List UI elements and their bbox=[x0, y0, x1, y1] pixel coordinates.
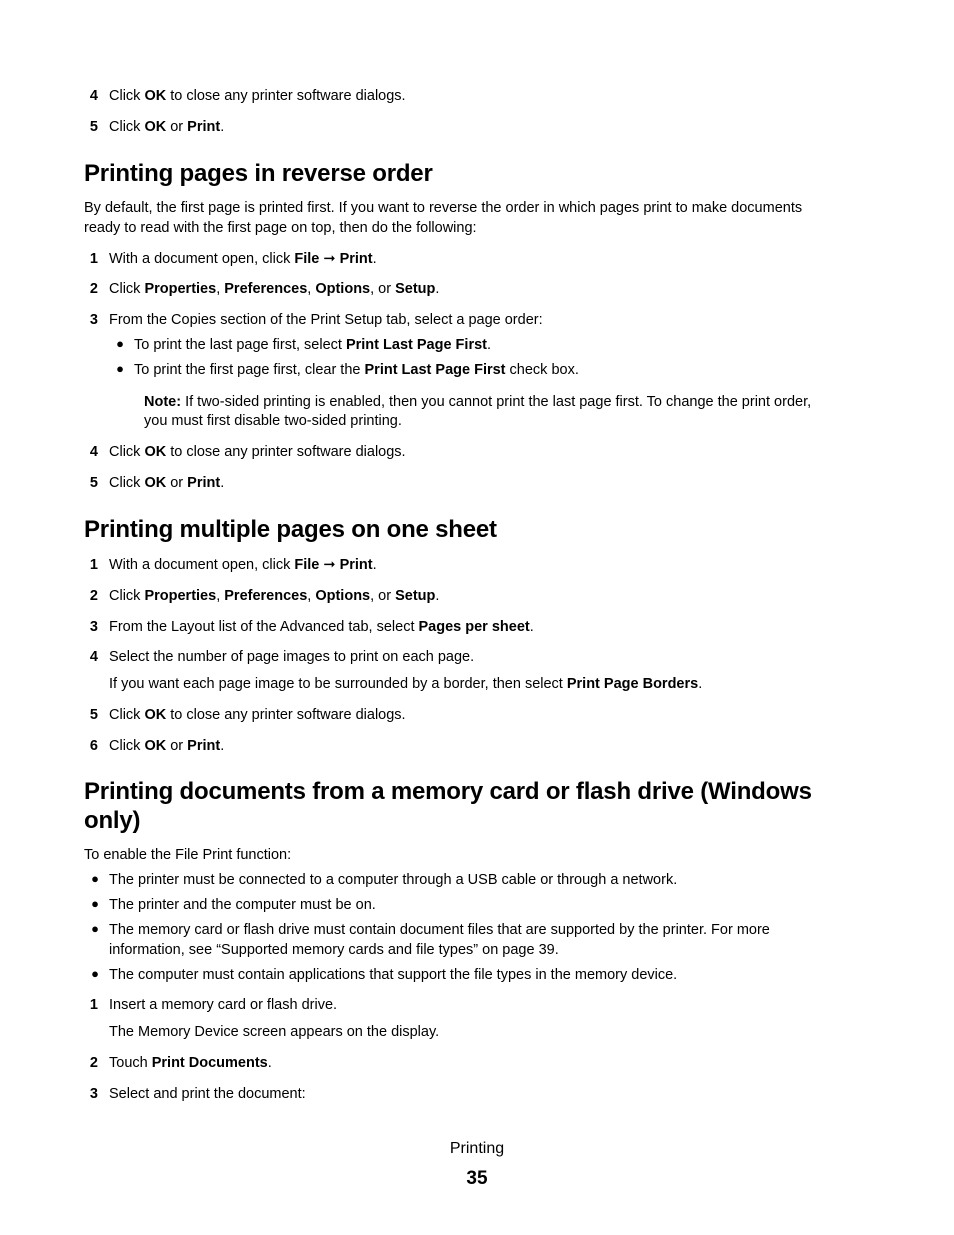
step-text: Click OK or Print. bbox=[109, 738, 225, 754]
section-heading-reverse-order: Printing pages in reverse order bbox=[84, 160, 433, 187]
step-text: Click OK to close any printer software dialogs. bbox=[109, 444, 406, 460]
bullet-icon: ● bbox=[91, 921, 99, 936]
bullet-text: The memory card or flash drive must contain document files that are supported by the printer. For more bbox=[109, 922, 770, 938]
intro-text: ready to read with the first page on top, then do the following: bbox=[84, 220, 477, 236]
step-number: 5 bbox=[89, 119, 98, 135]
step-text: Click OK or Print. bbox=[109, 119, 225, 135]
bullet-icon: ● bbox=[116, 336, 124, 351]
bullet-text: To print the first page first, clear the Print Last Page First check box. bbox=[134, 362, 579, 378]
step-text: Click OK to close any printer software dialogs. bbox=[109, 88, 406, 104]
note-text: Note: If two-sided printing is enabled, then you cannot print the last page first. To change the print order, bbox=[144, 394, 812, 410]
step-number: 1 bbox=[89, 251, 98, 267]
step-number: 1 bbox=[89, 557, 98, 573]
step-text: With a document open, click File ➞ Print. bbox=[109, 251, 377, 267]
footer-chapter-label: Printing bbox=[449, 1140, 505, 1157]
step-number: 2 bbox=[89, 588, 98, 604]
step-text: Click OK to close any printer software dialogs. bbox=[109, 707, 406, 723]
step-number: 4 bbox=[89, 649, 98, 665]
step-text: From the Layout list of the Advanced tab, select Pages per sheet. bbox=[109, 619, 534, 635]
step-subtext: If you want each page image to be surrounded by a border, then select Print Page Borders. bbox=[109, 676, 703, 692]
step-number: 4 bbox=[89, 88, 98, 104]
intro-text: By default, the first page is printed first. If you want to reverse the order in which pages print to make documents bbox=[84, 200, 803, 216]
bullet-text: To print the last page first, select Print Last Page First. bbox=[134, 337, 492, 353]
step-number: 3 bbox=[89, 1086, 98, 1102]
step-number: 3 bbox=[89, 312, 98, 328]
bullet-text: The computer must contain applications that support the file types in the memory device. bbox=[109, 967, 678, 983]
step-text: From the Copies section of the Print Setup tab, select a page order: bbox=[109, 312, 543, 328]
step-number: 2 bbox=[89, 281, 98, 297]
note-text: you must first disable two-sided printing. bbox=[144, 413, 402, 429]
step-text: Touch Print Documents. bbox=[109, 1055, 272, 1071]
step-number: 4 bbox=[89, 444, 98, 460]
step-number: 2 bbox=[89, 1055, 98, 1071]
step-text: Insert a memory card or flash drive. bbox=[109, 997, 338, 1013]
step-text: Click OK or Print. bbox=[109, 475, 225, 491]
bullet-text: The printer and the computer must be on. bbox=[109, 897, 376, 913]
section-heading-multiple-pages: Printing multiple pages on one sheet bbox=[84, 516, 497, 543]
step-text: Select and print the document: bbox=[109, 1086, 306, 1102]
step-number: 3 bbox=[89, 619, 98, 635]
bullet-text: information, see “Supported memory cards and file types” on page 39. bbox=[109, 942, 559, 958]
page-number: 35 bbox=[466, 1168, 488, 1189]
step-text: Click Properties, Preferences, Options, or Setup. bbox=[109, 281, 440, 297]
step-subtext: The Memory Device screen appears on the display. bbox=[109, 1024, 440, 1040]
step-number: 6 bbox=[89, 738, 98, 754]
step-text: Select the number of page images to print on each page. bbox=[109, 649, 475, 665]
bullet-icon: ● bbox=[91, 966, 99, 981]
step-number: 5 bbox=[89, 475, 98, 491]
intro-text: To enable the File Print function: bbox=[84, 847, 292, 863]
bullet-text: The printer must be connected to a computer through a USB cable or through a network. bbox=[109, 872, 678, 888]
section-heading-memory-card: only) bbox=[84, 807, 141, 834]
bullet-icon: ● bbox=[116, 361, 124, 376]
step-text: Click Properties, Preferences, Options, or Setup. bbox=[109, 588, 440, 604]
bullet-icon: ● bbox=[91, 896, 99, 911]
step-number: 5 bbox=[89, 707, 98, 723]
step-text: With a document open, click File ➞ Print. bbox=[109, 557, 377, 573]
step-number: 1 bbox=[89, 997, 98, 1013]
bullet-icon: ● bbox=[91, 871, 99, 886]
section-heading-memory-card: Printing documents from a memory card or flash drive (Windows bbox=[84, 778, 812, 805]
